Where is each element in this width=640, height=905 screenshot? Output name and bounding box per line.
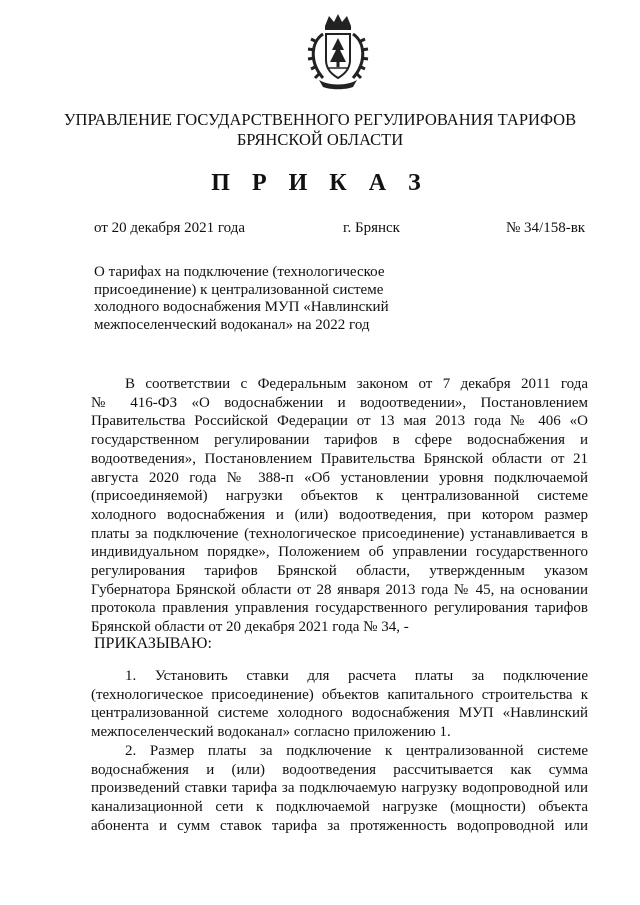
subject-line: холодного водоснабжения МУП «Навлинский (94, 299, 389, 315)
item-line: абонента и сумм ставок тарифа за протяженность водопроводной или (91, 817, 588, 834)
item-line: централизованной системе холодного водоснабжения МУП «Навлинский (91, 705, 588, 722)
agency-name-line1: УПРАВЛЕНИЕ ГОСУДАРСТВЕННОГО РЕГУЛИРОВАНИЯ ТАРИФОВ (63, 110, 577, 129)
preamble-line: Правительства Российской Федерации от 13 мая 2013 года № 406 «О (91, 413, 588, 430)
preamble-line: индивидуальном порядке», Положением об управлении государственного (91, 544, 588, 561)
subject-line: О тарифах на подключение (технологическое (94, 264, 385, 280)
preamble-paragraph (91, 375, 588, 637)
preamble-line: (присоединяемой) нагрузки объектов к централизованной системе (91, 488, 588, 505)
preamble-line: Губернатора Брянской области от 28 января 2013 года № 45, на основании (91, 581, 588, 598)
document-number: № 34/158-вк (506, 220, 586, 236)
preamble-line: Брянской области от 20 декабря 2021 года № 34, - (91, 619, 409, 636)
item-line: произведений ставки тарифа за подключаемую нагрузку водопроводной или (91, 780, 588, 797)
item-line: канализационной сети к подключаемой нагрузке (мощности) объекта (91, 799, 588, 816)
preamble-line: регулирования тарифов Брянской области, утвержденным указом (91, 563, 588, 580)
document-subject (94, 264, 394, 334)
document-city: г. Брянск (343, 220, 400, 236)
item-line: 2. Размер платы за подключение к централизованной системе (125, 743, 588, 759)
item-line: межпоселенческий водоканал» согласно приложению 1. (91, 724, 451, 741)
document-title: П Р И К А З (211, 170, 429, 196)
agency-name-line2: БРЯНСКОЙ ОБЛАСТИ (236, 130, 404, 149)
preamble-line: августа 2020 года № 388-п «Об установлении уровня подключаемой (91, 469, 588, 486)
order-item-1 (91, 667, 588, 742)
order-item-2 (91, 742, 588, 836)
preamble-line: платы за подключение (технологическое присоединение) устанавливается в (91, 525, 588, 542)
preamble-line: холодного водоснабжения и (или) водоотведения, при котором размер (91, 506, 588, 523)
decree-heading: ПРИКАЗЫВАЮ: (94, 635, 212, 652)
preamble-line: № 416-ФЗ «О водоснабжении и водоотведении», Постановлением (91, 394, 588, 411)
subject-line: межпоселенческий водоканал» на 2022 год (94, 316, 370, 333)
coat-of-arms-icon (303, 12, 373, 90)
item-line: водоснабжения и (или) водоотведения рассчитывается как сумма (91, 761, 588, 778)
subject-line: присоединение) к централизованной системе (94, 281, 384, 298)
preamble-line: протокола правления управления государственного регулирования тарифов (91, 600, 588, 617)
preamble-line: государственном регулировании тарифов в сфере водоснабжения и (91, 432, 588, 449)
item-line: (технологическое присоединение) объектов капитального строительства к (91, 686, 588, 703)
item-line: 1. Установить ставки для расчета платы за подключение (125, 668, 588, 684)
preamble-line: В соответствии с Федеральным законом от 7 декабря 2011 года (125, 376, 588, 392)
document-date: от 20 декабря 2021 года (94, 220, 246, 236)
preamble-line: водоотведения», Постановлением Правительства Брянской области от 21 (91, 450, 588, 467)
